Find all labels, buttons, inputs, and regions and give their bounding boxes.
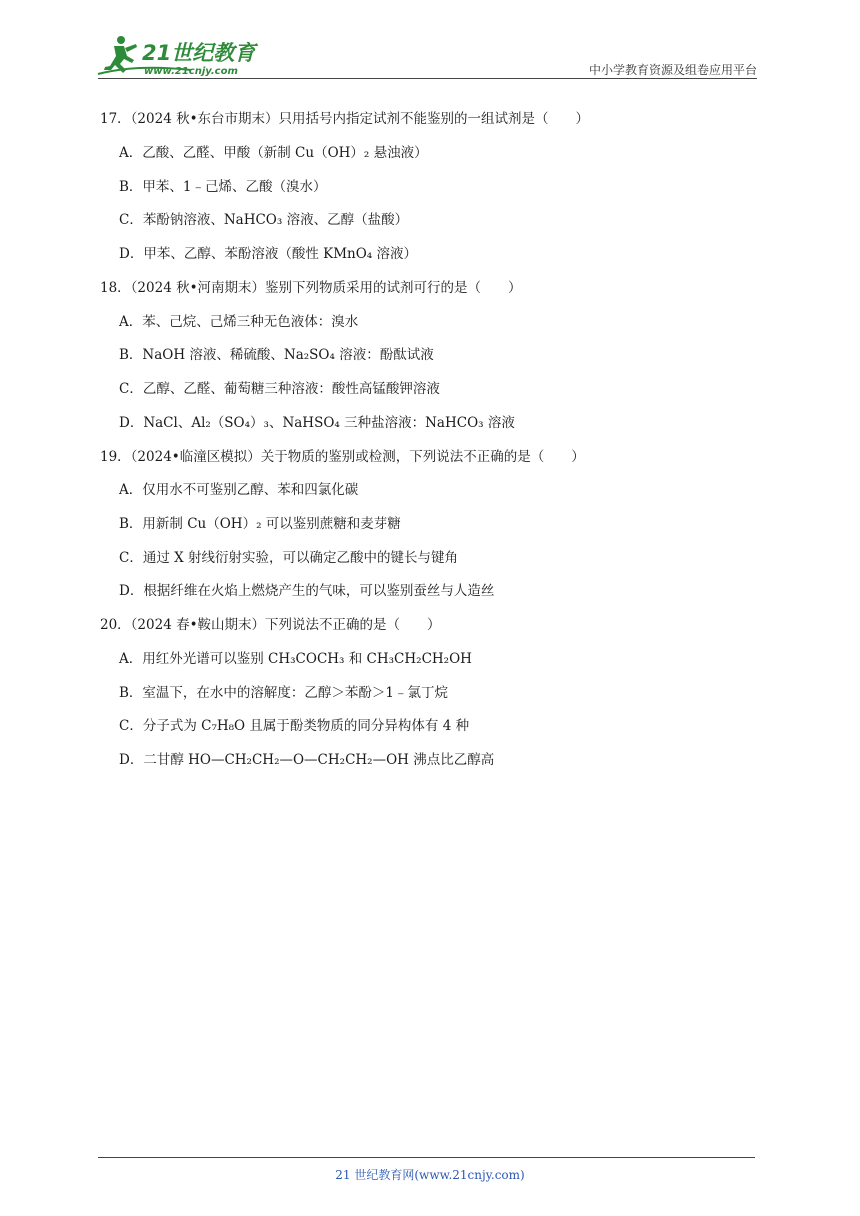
question-20 bbox=[100, 608, 760, 777]
question-stem: 18．（2024 秋•河南期末）鉴别下列物质采用的试剂可行的是（ ） bbox=[100, 279, 522, 296]
question-stem: 19．（2024•临潼区模拟）关于物质的鉴别或检测，下列说法不正确的是（ ） bbox=[100, 448, 585, 465]
footer-divider bbox=[98, 1157, 755, 1158]
option-d: D．NaCl、Al₂（SO₄）₃、NaHSO₄ 三种盐溶液：NaHCO₃ 溶液 bbox=[119, 414, 515, 431]
logo-21cnjy bbox=[96, 34, 266, 78]
option-d: D．根据纤维在火焰上燃烧产生的气味，可以鉴别蚕丝与人造丝 bbox=[119, 583, 495, 600]
option-a: A．乙酸、乙醛、甲酸（新制 Cu（OH）₂ 悬浊液） bbox=[119, 144, 428, 161]
question-18 bbox=[100, 271, 760, 440]
option-d: D．甲苯、乙醇、苯酚溶液（酸性 KMnO₄ 溶液） bbox=[119, 245, 417, 262]
svg-text:www.21cnjy.com: www.21cnjy.com bbox=[144, 66, 238, 77]
option-a: A．用红外光谱可以鉴别 CH₃COCH₃ 和 CH₃CH₂CH₂OH bbox=[119, 651, 472, 668]
svg-text:21世纪教育: 21世纪教育 bbox=[142, 41, 256, 65]
footer-link[interactable]: 21 世纪教育网(www.21cnjy.com) bbox=[335, 1168, 525, 1182]
question-17 bbox=[100, 102, 760, 271]
option-d: D．二甘醇 HO—CH₂CH₂—O—CH₂CH₂—OH 沸点比乙醇高 bbox=[119, 752, 495, 769]
option-c: C．苯酚钠溶液、NaHCO₃ 溶液、乙醇（盐酸） bbox=[119, 212, 409, 229]
question-list bbox=[100, 102, 760, 777]
site-tagline: 中小学教育资源及组卷应用平台 bbox=[588, 63, 757, 77]
option-c: C．分子式为 C₇H₈O 且属于酚类物质的同分异构体有 4 种 bbox=[119, 718, 470, 735]
option-c: C．乙醇、乙醛、葡萄糖三种溶液：酸性高锰酸钾溶液 bbox=[119, 380, 440, 397]
option-b: B．室温下，在水中的溶解度：乙醇＞苯酚＞1﹣氯丁烷 bbox=[119, 684, 449, 701]
option-b: B．NaOH 溶液、稀硫酸、Na₂SO₄ 溶液：酚酞试液 bbox=[119, 347, 434, 364]
header-divider bbox=[98, 78, 757, 79]
option-b: B．甲苯、1﹣己烯、乙酸（溴水） bbox=[119, 178, 327, 195]
question-19 bbox=[100, 440, 760, 609]
question-stem: 17．（2024 秋•东台市期末）只用括号内指定试剂不能鉴别的一组试剂是（ ） bbox=[100, 111, 590, 127]
page-header bbox=[0, 0, 860, 90]
option-c: C．通过 X 射线衍射实验，可以确定乙酸中的键长与键角 bbox=[119, 549, 459, 566]
option-b: B．用新制 Cu（OH）₂ 可以鉴别蔗糖和麦芽糖 bbox=[119, 516, 401, 533]
option-a: A．苯、己烷、己烯三种无色液体：溴水 bbox=[119, 313, 359, 330]
question-stem: 20．（2024 春•鞍山期末）下列说法不正确的是（ ） bbox=[100, 617, 441, 634]
option-a: A．仅用水不可鉴别乙醇、苯和四氯化碳 bbox=[119, 482, 359, 499]
